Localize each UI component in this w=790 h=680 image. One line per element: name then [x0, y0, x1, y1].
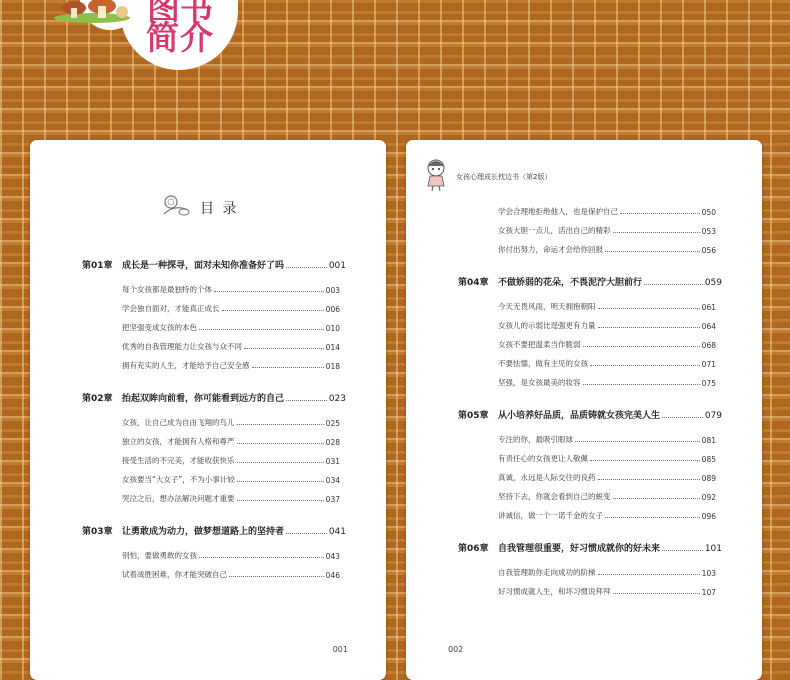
chapter-number: 第04章: [458, 278, 489, 288]
page-ref: 089: [701, 474, 716, 483]
leader-dots: [583, 346, 700, 347]
leader-dots: [286, 400, 327, 401]
page-ref: 050: [701, 208, 716, 217]
section-entry: [122, 493, 340, 505]
page-ref: 001: [328, 261, 346, 271]
leader-dots: [237, 462, 324, 463]
leader-dots: [237, 443, 324, 444]
page-number: 001: [332, 645, 348, 654]
leader-dots: [286, 267, 327, 268]
leader-dots: [662, 550, 703, 551]
section-entry: [498, 206, 716, 218]
leader-dots: [598, 327, 700, 328]
leader-dots: [590, 365, 700, 366]
section-title: 女孩，让自己成为自由飞翔的鸟儿: [122, 418, 235, 427]
chapter-number: 第06章: [458, 544, 489, 554]
section-entry: [498, 491, 716, 503]
chapter-entry: [82, 258, 346, 272]
leader-dots: [286, 533, 327, 534]
section-entry: [498, 434, 716, 446]
chapter-entry: [82, 524, 346, 538]
page-ref: 079: [704, 411, 722, 421]
section-entry: [122, 417, 340, 429]
section-entry: [122, 284, 340, 296]
section-title: 真诚，永远是人际交往的良药: [498, 473, 596, 482]
section-entry: [498, 453, 716, 465]
chapter-number: 第02章: [82, 394, 113, 404]
section-title: 独立的女孩，才能拥有人格和尊严: [122, 437, 235, 446]
leader-dots: [252, 367, 324, 368]
mushroom-illustration-icon: [52, 0, 132, 22]
leader-dots: [237, 481, 324, 482]
page-number: 002: [448, 645, 464, 654]
chapter-title: 自我管理很重要，好习惯成就你的好未来: [498, 544, 661, 554]
leader-dots: [199, 329, 324, 330]
section-entry: [498, 377, 716, 389]
page-ref: 071: [701, 360, 716, 369]
badge-title: 简介: [146, 18, 214, 57]
section-entry: [122, 569, 340, 581]
page-ref: 064: [701, 322, 716, 331]
toc-entries-right: [406, 140, 762, 640]
section-entry: [498, 567, 716, 579]
chapter-title: 抬起双眸向前看，你可能看到远方的自己: [122, 394, 285, 404]
page-ref: 075: [701, 379, 716, 388]
chapter-number: 第01章: [82, 261, 113, 271]
page-ref: 018: [325, 362, 340, 371]
section-title: 不要怯懦，做有主见的女孩: [498, 359, 588, 368]
page-ref: 046: [325, 571, 340, 580]
chapter-title: 从小培养好品质，品质铸就女孩完美人生: [498, 411, 661, 421]
leader-dots: [229, 576, 324, 577]
section-title: 你付出努力，命运才会给你回报: [498, 245, 603, 254]
section-title: 女孩儿的示弱比逞强更有力量: [498, 321, 596, 330]
section-title: 每个女孩都是最独特的个体: [122, 285, 212, 294]
section-entry: [498, 358, 716, 370]
section-entry: [122, 474, 340, 486]
toc-title: 目 录: [200, 201, 239, 217]
leader-dots: [237, 424, 324, 425]
section-entry: [498, 510, 716, 522]
section-title: 今天无畏风雨，明天拥抱朝阳: [498, 302, 596, 311]
leader-dots: [613, 593, 700, 594]
chapter-entry: [458, 275, 722, 289]
page-ref: 059: [704, 278, 722, 288]
section-title: 接受生活的不完美，才能收获快乐: [122, 456, 235, 465]
page-ref: 061: [701, 303, 716, 312]
section-entry: [498, 339, 716, 351]
page-ref: 101: [704, 544, 722, 554]
toc-entries-left: [30, 140, 386, 640]
page-ref: 092: [701, 493, 716, 502]
section-title: 学会合理地拒绝他人，也是保护自己: [498, 207, 618, 216]
leader-dots: [598, 479, 700, 480]
section-entry: [498, 472, 716, 484]
page-ref: 068: [701, 341, 716, 350]
leader-dots: [598, 574, 700, 575]
page-ref: 037: [325, 495, 340, 504]
page-ref: 031: [325, 457, 340, 466]
section-title: 优秀的自我管理能力让女孩与众不同: [122, 342, 242, 351]
page-ref: 014: [325, 343, 340, 352]
page-ref: 034: [325, 476, 340, 485]
section-title: 学会独自面对，才能真正成长: [122, 304, 220, 313]
page-ref: 003: [325, 286, 340, 295]
section-entry: [122, 455, 340, 467]
page-ref: 053: [701, 227, 716, 236]
chapter-number: 第03章: [82, 527, 113, 537]
running-head-title: 女孩心理成长枕边书（第2版）: [456, 173, 552, 181]
page-ref: 096: [701, 512, 716, 521]
section-title: 有责任心的女孩更让人敬佩: [498, 454, 588, 463]
page-ref: 103: [701, 569, 716, 578]
leader-dots: [644, 284, 703, 285]
section-title: 好习惯成就人生，和坏习惯说拜拜: [498, 587, 611, 596]
section-entry: [498, 301, 716, 313]
section-entry: [122, 550, 340, 562]
leader-dots: [244, 348, 324, 349]
page-ref: 056: [701, 246, 716, 255]
leader-dots: [222, 310, 324, 311]
page-ref: 025: [325, 419, 340, 428]
chapter-title: 让勇敢成为动力，做梦想道路上的坚持者: [122, 527, 285, 537]
page-ref: 006: [325, 305, 340, 314]
page-ref: 028: [325, 438, 340, 447]
page-ref: 010: [325, 324, 340, 333]
chapter-entry: [82, 391, 346, 405]
leader-dots: [613, 232, 700, 233]
section-entry: [122, 303, 340, 315]
leader-dots: [605, 517, 700, 518]
leader-dots: [575, 441, 700, 442]
chapter-entry: [458, 541, 722, 555]
leader-dots: [620, 213, 700, 214]
leader-dots: [214, 291, 324, 292]
section-title: 拥有充实的人生，才能给予自己安全感: [122, 361, 250, 370]
section-title: 女孩大胆一点儿，活出自己的精彩: [498, 226, 611, 235]
toc-page-left: [30, 140, 386, 680]
section-entry: [122, 322, 340, 334]
section-title: 哭泣之后，想办法解决问题才重要: [122, 494, 235, 503]
leader-dots: [590, 460, 700, 461]
leader-dots: [237, 500, 324, 501]
section-title: 女孩不要把温柔当作脆弱: [498, 340, 581, 349]
section-entry: [122, 360, 340, 372]
leader-dots: [583, 384, 700, 385]
section-entry: [122, 436, 340, 448]
section-title: 别怕，要做勇敢的女孩: [122, 551, 197, 560]
leader-dots: [613, 498, 700, 499]
section-title: 试着战胜困难，你才能突破自己: [122, 570, 227, 579]
page-ref: 041: [328, 527, 346, 537]
leader-dots: [199, 557, 324, 558]
leader-dots: [598, 308, 700, 309]
section-title: 自我管理助你走向成功的阶梯: [498, 568, 596, 577]
chapter-title: 不做娇弱的花朵，不畏泥泞大胆前行: [498, 278, 643, 288]
section-entry: [498, 586, 716, 598]
chapter-entry: [458, 408, 722, 422]
page-ref: 043: [325, 552, 340, 561]
section-title: 把坚强变成女孩的本色: [122, 323, 197, 332]
toc-page-right: [406, 140, 762, 680]
section-entry: [122, 341, 340, 353]
page-ref: 107: [701, 588, 716, 597]
page-ref: 081: [701, 436, 716, 445]
section-title: 专注的你，最吸引眼球: [498, 435, 573, 444]
page-ref: 023: [328, 394, 346, 404]
page-ref: 085: [701, 455, 716, 464]
section-entry: [498, 320, 716, 332]
section-entry: [498, 225, 716, 237]
chapter-title: 成长是一种探寻，面对未知你准备好了吗: [122, 261, 285, 271]
section-title: 坚持下去，你就会看到自己的蜕变: [498, 492, 611, 501]
leader-dots: [662, 417, 703, 418]
section-entry: [498, 244, 716, 256]
section-title: 女孩要当“大女子”，不为小事计较: [122, 475, 235, 484]
section-title: 坚强，是女孩最美的妆容: [498, 378, 581, 387]
chapter-number: 第05章: [458, 411, 489, 421]
leader-dots: [605, 251, 700, 252]
section-title: 讲诚信，做一个一诺千金的女子: [498, 511, 603, 520]
